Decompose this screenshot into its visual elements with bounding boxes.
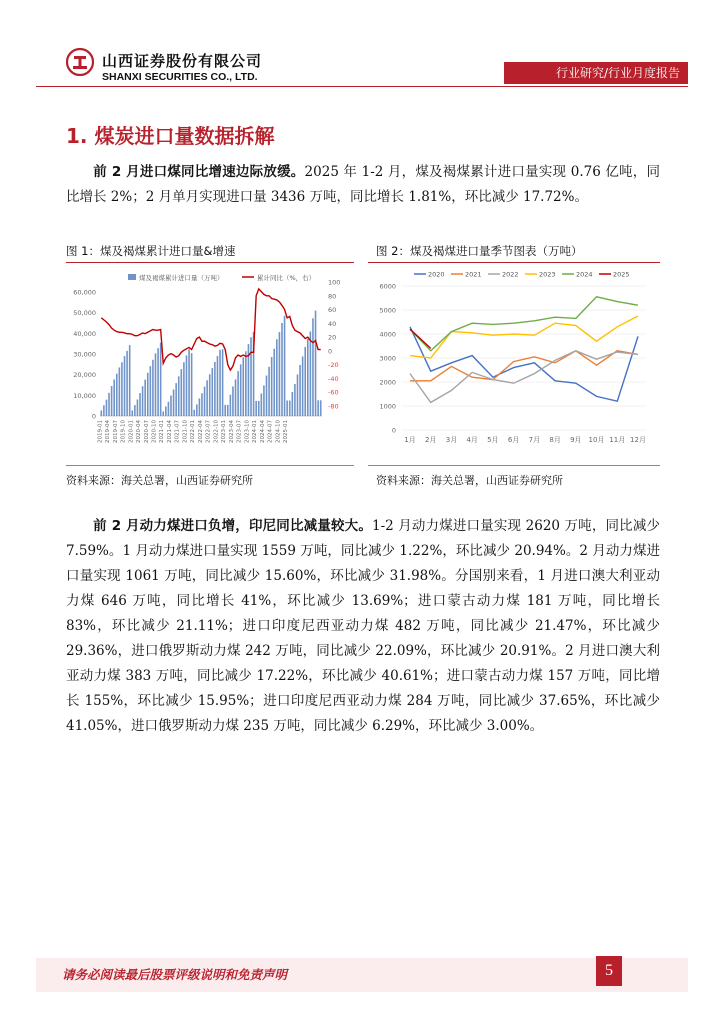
x-tick-label: 4月 xyxy=(466,436,478,444)
x-tick-label: 2023-07 xyxy=(236,420,243,443)
bar-cumulative-import xyxy=(292,392,294,416)
bar-cumulative-import xyxy=(217,356,219,416)
y-tick-label: 1000 xyxy=(379,402,396,411)
bar-cumulative-import xyxy=(119,367,121,416)
bar-cumulative-import xyxy=(188,349,190,416)
bar-cumulative-import xyxy=(126,351,128,416)
x-tick-label: 8月 xyxy=(549,436,561,444)
bar-cumulative-import xyxy=(121,362,123,416)
header-divider xyxy=(36,86,688,87)
bar-cumulative-import xyxy=(116,374,118,416)
x-tick-label: 9月 xyxy=(570,436,582,444)
bar-cumulative-import xyxy=(124,356,126,416)
y-tick-label: 3000 xyxy=(379,354,396,363)
x-tick-label: 2020-07 xyxy=(143,420,150,443)
y-left-tick-label: 20,000 xyxy=(73,371,96,380)
paragraph-1-lead: 前 2 月进口煤同比增速边际放缓。 xyxy=(93,164,305,180)
bar-cumulative-import xyxy=(193,410,195,416)
x-tick-label: 5月 xyxy=(487,436,499,444)
bar-cumulative-import xyxy=(106,400,108,416)
bar-cumulative-import xyxy=(261,393,263,416)
bar-cumulative-import xyxy=(209,374,211,416)
bar-cumulative-import xyxy=(170,396,172,416)
figure-2-source: 资料来源：海关总署，山西证券研究所 xyxy=(376,474,563,487)
bar-cumulative-import xyxy=(150,366,152,416)
bar-cumulative-import xyxy=(160,343,162,416)
series-line-2024 xyxy=(410,297,638,351)
legend-label-bar: 煤及褐煤累计进口量（万吨） xyxy=(139,274,224,282)
legend-label-2025: 2025 xyxy=(613,270,630,279)
y-right-tick-label: -60 xyxy=(328,388,339,397)
bar-cumulative-import xyxy=(178,376,180,416)
bar-cumulative-import xyxy=(315,311,317,416)
bar-cumulative-import xyxy=(111,386,113,416)
bar-cumulative-import xyxy=(235,379,237,416)
bar-cumulative-import xyxy=(206,380,208,416)
line-yoy-growth xyxy=(101,289,320,370)
y-left-tick-label: 0 xyxy=(91,412,96,421)
bar-cumulative-import xyxy=(173,390,175,416)
figure-1-chart xyxy=(66,266,354,462)
x-tick-label: 1月 xyxy=(404,436,416,444)
bar-cumulative-import xyxy=(232,386,234,416)
x-tick-label: 10月 xyxy=(588,436,605,444)
x-tick-label: 2024-01 xyxy=(252,420,259,443)
bar-cumulative-import xyxy=(152,360,154,416)
y-tick-label: 5000 xyxy=(379,306,396,315)
bar-cumulative-import xyxy=(142,386,144,416)
legend-label-2022: 2022 xyxy=(502,270,519,279)
bar-cumulative-import xyxy=(230,395,232,416)
bar-cumulative-import xyxy=(266,375,268,416)
x-tick-label: 2022-10 xyxy=(213,420,220,443)
y-right-tick-label: 0 xyxy=(328,347,333,356)
figure-2-top-rule xyxy=(368,262,660,263)
bar-cumulative-import xyxy=(297,374,299,416)
bar-cumulative-import xyxy=(157,348,159,416)
bar-cumulative-import xyxy=(281,323,283,416)
bar-cumulative-import xyxy=(175,383,177,416)
bar-cumulative-import xyxy=(263,385,265,416)
bar-cumulative-import xyxy=(139,393,141,416)
x-tick-label: 3月 xyxy=(445,436,458,444)
bar-cumulative-import xyxy=(302,356,304,416)
x-tick-label: 2024-07 xyxy=(267,420,274,443)
bar-cumulative-import xyxy=(289,401,291,417)
bar-cumulative-import xyxy=(310,331,312,416)
footer-disclaimer[interactable]: 请务必阅读最后股票评级说明和免责声明 xyxy=(62,967,288,982)
x-tick-label: 2024-10 xyxy=(275,420,282,443)
bar-cumulative-import xyxy=(113,379,115,416)
bar-cumulative-import xyxy=(147,373,149,416)
y-left-tick-label: 30,000 xyxy=(73,350,96,359)
legend-label-2021: 2021 xyxy=(465,270,482,279)
paragraph-2-text: 1-2 月动力煤进口量实现 2620 万吨，同比减少 7.59%。1 月动力煤进口量实现 1559 万吨，同比减少 1.22%，环比减少 20.94%。2 月动力煤进口量实现 1061 万吨，同比减少 15.60%，环比减少 31.98%。分国别来看，1 月进口澳大利亚动力煤 646 万吨，同比增长 41%，环比减少 13.69%；进口蒙古动力煤 181 万吨，同比增长 83%，环比减少 21.11%；进口印度尼西亚动力煤 482 万吨，同比减少 21.47%，环比减少 29.36%，进口俄罗斯动力煤 242 万吨，同比减少 22.09%，环比减少 20.91%。2 月进口澳大利亚动力煤 383 万吨，同比减少 17.22%，环比减少 40.61%；进口蒙古动力煤 157 万吨，同比增长 155%，环比减少 15.95%；进口印度尼西亚动力煤 284 万吨，同比减少 37.65%，环比减少 41.05%，进口俄罗斯动力煤 235 万吨，同比减少 6.29%，环比减少 3.00%。 xyxy=(66,518,660,734)
x-tick-label: 2020-04 xyxy=(136,420,142,443)
bar-cumulative-import xyxy=(196,404,198,416)
bar-cumulative-import xyxy=(186,355,188,416)
bar-cumulative-import xyxy=(108,393,110,416)
x-tick-label: 2021-10 xyxy=(182,420,189,443)
x-tick-label: 2021-04 xyxy=(167,420,173,443)
figure-1-top-rule xyxy=(66,262,354,263)
paragraph-2 xyxy=(66,514,660,739)
bar-cumulative-import xyxy=(286,401,288,417)
bar-cumulative-import xyxy=(129,345,131,416)
x-tick-label: 7月 xyxy=(528,436,541,444)
bar-cumulative-import xyxy=(271,357,273,416)
x-tick-label: 11月 xyxy=(609,436,626,444)
bar-cumulative-import xyxy=(242,357,244,416)
bar-cumulative-import xyxy=(214,362,216,416)
bar-cumulative-import xyxy=(273,349,275,416)
y-right-tick-label: -80 xyxy=(328,402,339,411)
bar-cumulative-import xyxy=(255,401,257,416)
figure-2-title: 图 2：煤及褐煤进口量季节图表（万吨） xyxy=(376,244,583,258)
bar-cumulative-import xyxy=(219,350,221,416)
company-logo xyxy=(66,48,94,76)
bar-cumulative-import xyxy=(317,400,319,416)
y-tick-label: 2000 xyxy=(379,378,396,387)
legend-label-line: 累计同比（%，右） xyxy=(257,274,316,282)
bar-cumulative-import xyxy=(237,371,239,416)
figure-1-source: 资料来源：海关总署，山西证券研究所 xyxy=(66,474,253,487)
bar-cumulative-import xyxy=(240,364,242,416)
y-right-tick-label: -40 xyxy=(328,374,339,383)
x-tick-label: 2024-04 xyxy=(259,420,266,443)
bar-cumulative-import xyxy=(191,353,193,416)
page-number: 5 xyxy=(596,956,622,986)
bar-cumulative-import xyxy=(299,365,301,416)
bar-cumulative-import xyxy=(134,405,136,416)
legend-label-2023: 2023 xyxy=(539,270,556,279)
y-left-tick-label: 10,000 xyxy=(73,391,96,400)
paragraph-2-lead: 前 2 月动力煤进口负增，印尼同比减量较大。 xyxy=(93,518,372,534)
y-right-tick-label: 60 xyxy=(328,306,337,315)
bar-cumulative-import xyxy=(183,362,185,416)
y-tick-label: 0 xyxy=(391,426,396,435)
bar-cumulative-import xyxy=(320,400,322,416)
x-tick-label: 2022-07 xyxy=(205,420,212,443)
x-tick-label: 2019-07 xyxy=(112,420,119,443)
legend-label-2020: 2020 xyxy=(428,270,445,279)
company-name-en: SHANXI SECURITIES CO., LTD. xyxy=(102,71,258,83)
section-title: 1. 煤炭进口量数据拆解 xyxy=(66,124,275,148)
report-type-label: 行业研究/行业月度报告 xyxy=(555,66,680,80)
x-tick-label: 2021-01 xyxy=(159,420,166,443)
x-tick-label: 2021-07 xyxy=(174,420,181,443)
bar-cumulative-import xyxy=(268,367,270,416)
bar-cumulative-import xyxy=(227,405,229,416)
y-right-tick-label: 20 xyxy=(328,333,337,342)
x-tick-label: 2022-01 xyxy=(190,420,197,443)
bar-cumulative-import xyxy=(137,399,139,416)
bar-cumulative-import xyxy=(144,380,146,416)
x-tick-label: 2019-04 xyxy=(105,420,111,443)
bar-cumulative-import xyxy=(222,349,224,416)
bar-cumulative-import xyxy=(304,347,306,416)
x-tick-label: 2025-01 xyxy=(283,420,290,443)
figure-2-bottom-rule xyxy=(368,465,660,466)
bar-cumulative-import xyxy=(224,405,226,416)
bar-cumulative-import xyxy=(155,353,157,416)
bar-cumulative-import xyxy=(245,351,247,416)
bar-cumulative-import xyxy=(279,332,281,416)
x-tick-label: 2022-04 xyxy=(198,420,204,443)
x-tick-label: 2019-10 xyxy=(120,420,127,443)
bar-cumulative-import xyxy=(307,339,309,416)
y-tick-label: 6000 xyxy=(379,282,396,291)
x-tick-label: 2023-01 xyxy=(221,420,228,443)
bar-cumulative-import xyxy=(204,387,206,416)
legend-swatch-bar xyxy=(128,274,136,280)
bar-cumulative-import xyxy=(100,410,102,416)
x-tick-label: 2020-01 xyxy=(128,420,135,443)
paragraph-1 xyxy=(66,160,660,210)
company-name-cn: 山西证券股份有限公司 xyxy=(102,52,263,70)
x-tick-label: 2月 xyxy=(424,436,437,444)
bar-cumulative-import xyxy=(181,369,183,416)
bar-cumulative-import xyxy=(201,393,203,416)
bar-cumulative-import xyxy=(165,406,167,416)
bar-cumulative-import xyxy=(103,405,105,416)
bar-cumulative-import xyxy=(294,384,296,416)
bar-cumulative-import xyxy=(131,410,133,416)
series-line-2025 xyxy=(410,329,431,348)
bar-cumulative-import xyxy=(276,339,278,416)
bar-cumulative-import xyxy=(199,398,201,416)
bar-cumulative-import xyxy=(258,401,260,416)
bar-cumulative-import xyxy=(250,337,252,416)
x-tick-label: 6月 xyxy=(507,436,520,444)
bar-cumulative-import xyxy=(284,316,286,416)
y-right-tick-label: 40 xyxy=(328,319,337,328)
y-right-tick-label: 100 xyxy=(328,278,341,287)
bar-cumulative-import xyxy=(168,402,170,416)
y-right-tick-label: -20 xyxy=(328,361,339,370)
x-tick-label: 2019-01 xyxy=(97,420,104,443)
y-tick-label: 4000 xyxy=(379,330,396,339)
y-right-tick-label: 80 xyxy=(328,292,337,301)
y-left-tick-label: 40,000 xyxy=(73,329,96,338)
y-left-tick-label: 60,000 xyxy=(73,288,96,297)
bar-cumulative-import xyxy=(211,368,213,416)
bar-cumulative-import xyxy=(162,411,164,416)
x-tick-label: 12月 xyxy=(630,436,646,444)
figure-1-title: 图 1：煤及褐煤累计进口量&增速 xyxy=(66,244,236,258)
y-left-tick-label: 50,000 xyxy=(73,309,96,318)
figure-2-chart xyxy=(368,266,660,462)
x-tick-label: 2023-10 xyxy=(244,420,251,443)
paragraph-1-text: 2025 年 1-2 月，煤及褐煤累计进口量实现 0.76 亿吨，同比增长 2%；2 月单月实现进口量 3436 万吨，同比增长 1.81%，环比减少 17.72%。 xyxy=(66,164,660,205)
x-tick-label: 2023-04 xyxy=(228,420,235,443)
figure-1-bottom-rule xyxy=(66,465,354,466)
x-tick-label: 2020-10 xyxy=(151,420,158,443)
bar-cumulative-import xyxy=(312,318,314,416)
legend-label-2024: 2024 xyxy=(576,270,593,279)
